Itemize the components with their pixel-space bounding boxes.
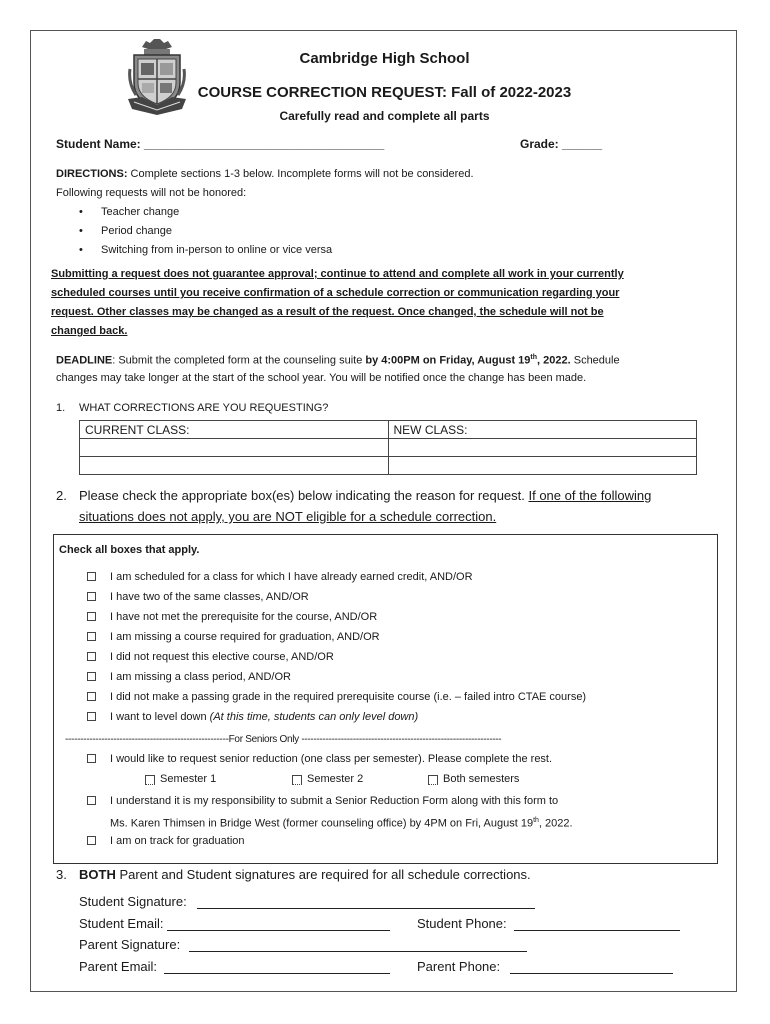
col-current-class: CURRENT CLASS: (80, 421, 389, 439)
responsibility-label: I understand it is my responsibility to submit a Senior Reduction Form along with this form to (110, 795, 559, 807)
student-phone-label: Student Phone: (417, 916, 507, 931)
checkbox[interactable] (87, 652, 96, 661)
warning-line: request. Other classes may be changed as a result of the request. Once changed, the schedule will not be (51, 306, 604, 318)
semester-label: Both semesters (443, 773, 520, 785)
section3-both: BOTH (79, 867, 116, 882)
seniors-divider: ------------------------------------------------------For Seniors Only ------------------------------------------------------------------ (65, 734, 502, 745)
responsibility-sup: th (533, 817, 539, 824)
on-track-label: I am on track for graduation (110, 835, 245, 847)
student-signature-line[interactable] (197, 908, 535, 909)
parent-phone-line[interactable] (510, 973, 673, 974)
reason-label: I am scheduled for a class for which I have already earned credit, AND/OR (110, 571, 473, 583)
reason-label: I have two of the same classes, AND/OR (110, 591, 309, 603)
current-class-cell[interactable] (80, 439, 389, 457)
student-signature-label: Student Signature: (79, 894, 187, 909)
school-name: Cambridge High School (299, 50, 470, 67)
semester-label: Semester 1 (160, 773, 217, 785)
semester-checkbox[interactable] (145, 775, 155, 784)
table-row (80, 439, 697, 457)
reason-label (110, 710, 418, 724)
checkbox[interactable] (87, 612, 96, 621)
parent-signature-label: Parent Signature: (79, 937, 181, 952)
student-email-line[interactable] (167, 930, 390, 931)
deadline-date: by 4:00PM on Friday, August 19 (365, 354, 531, 367)
reasons-box (53, 534, 718, 864)
bullet-item: • Switching from in-person to online or vice versa (101, 243, 332, 257)
checkbox[interactable] (87, 692, 96, 701)
current-class-cell[interactable] (80, 457, 389, 475)
directions-text: Complete sections 1-3 below. Incomplete forms will not be considered. (127, 168, 474, 180)
warning-line: Submitting a request does not guarantee approval; continue to attend and complete all work in your currently (51, 268, 624, 280)
not-honored-intro: Following requests will not be honored: (56, 187, 247, 199)
check-all-label: Check all boxes that apply. (59, 544, 200, 556)
student-phone-line[interactable] (514, 930, 680, 931)
deadline-text: : Submit the completed form at the counseling suite (112, 354, 366, 367)
checkbox[interactable] (87, 836, 96, 845)
form-title: COURSE CORRECTION REQUEST: Fall of 2022-2023 (197, 84, 572, 101)
level-down-note: (At this time, students can only level down) (209, 711, 419, 723)
deadline-line2: changes may take longer at the start of the school year. You will be notified once the change has been made. (56, 372, 587, 384)
col-new-class: NEW CLASS: (388, 421, 697, 439)
new-class-cell[interactable] (388, 457, 697, 475)
deadline-line (56, 351, 620, 368)
checkbox[interactable] (87, 672, 96, 681)
semester-checkbox[interactable] (292, 775, 302, 784)
checkbox[interactable] (87, 572, 96, 581)
responsibility-label-line2 (110, 814, 573, 831)
warning-line: changed back. (51, 325, 128, 337)
section2-eligibility-line2: situations does not apply, you are NOT eligible for a schedule correction. (79, 509, 497, 524)
student-name-field[interactable]: Student Name: ____________________________________ (56, 137, 385, 151)
bullet-item: • Period change (101, 224, 172, 238)
section3-text (79, 867, 531, 883)
warning-line: scheduled courses until you receive confirmation of a schedule correction or communication regarding your (51, 287, 620, 299)
section3-number: 3. (56, 867, 67, 882)
section3-body: Parent and Student signatures are required for all schedule corrections. (115, 867, 531, 882)
parent-phone-label: Parent Phone: (417, 959, 501, 974)
section1-question: WHAT CORRECTIONS ARE YOU REQUESTING? (79, 402, 329, 414)
section2-question (79, 488, 651, 504)
section2-eligibility: If one of the following (528, 488, 652, 503)
deadline-year: , 2022. (537, 354, 571, 367)
section2-text: Please check the appropriate box(es) below indicating the reason for request. (79, 488, 529, 503)
directions-label: DIRECTIONS: (56, 168, 128, 180)
semester-label: Semester 2 (307, 773, 364, 785)
level-down-label: I want to level down (110, 711, 210, 723)
parent-email-line[interactable] (164, 973, 390, 974)
section1-number: 1. (56, 402, 66, 414)
semester-checkbox[interactable] (428, 775, 438, 784)
corrections-table (79, 420, 697, 475)
reason-label: I have not met the prerequisite for the course, AND/OR (110, 611, 378, 623)
section2-number: 2. (56, 488, 67, 503)
form-instruction: Carefully read and complete all parts (279, 109, 490, 123)
grade-field[interactable]: Grade: ______ (520, 137, 603, 151)
reason-label: I did not make a passing grade in the required prerequisite course (i.e. – failed intro CTAE course) (110, 691, 587, 703)
deadline-label: DEADLINE (56, 354, 113, 367)
checkbox[interactable] (87, 712, 96, 721)
parent-signature-line[interactable] (189, 951, 527, 952)
checkbox[interactable] (87, 592, 96, 601)
form-page (30, 30, 737, 992)
student-email-label: Student Email: (79, 916, 164, 931)
parent-email-label: Parent Email: (79, 959, 158, 974)
checkbox[interactable] (87, 796, 96, 805)
checkbox[interactable] (87, 754, 96, 763)
reason-label: I am missing a course required for graduation, AND/OR (110, 631, 380, 643)
responsibility-year: , 2022. (538, 817, 573, 830)
senior-reduction-label: I would like to request senior reduction (one class per semester). Please complete the rest. (110, 753, 553, 765)
deadline-text-end: Schedule (570, 354, 620, 367)
directions (56, 167, 474, 181)
table-header-row (80, 421, 697, 439)
new-class-cell[interactable] (388, 439, 697, 457)
checkbox[interactable] (87, 632, 96, 641)
reason-label: I did not request this elective course, AND/OR (110, 651, 334, 663)
reason-label: I am missing a class period, AND/OR (110, 671, 291, 683)
bullet-item: • Teacher change (101, 205, 179, 219)
deadline-sup: th (530, 354, 538, 361)
table-row (80, 457, 697, 475)
responsibility-text: Ms. Karen Thimsen in Bridge West (former counseling office) by 4PM on Fri, August 19 (110, 817, 534, 830)
